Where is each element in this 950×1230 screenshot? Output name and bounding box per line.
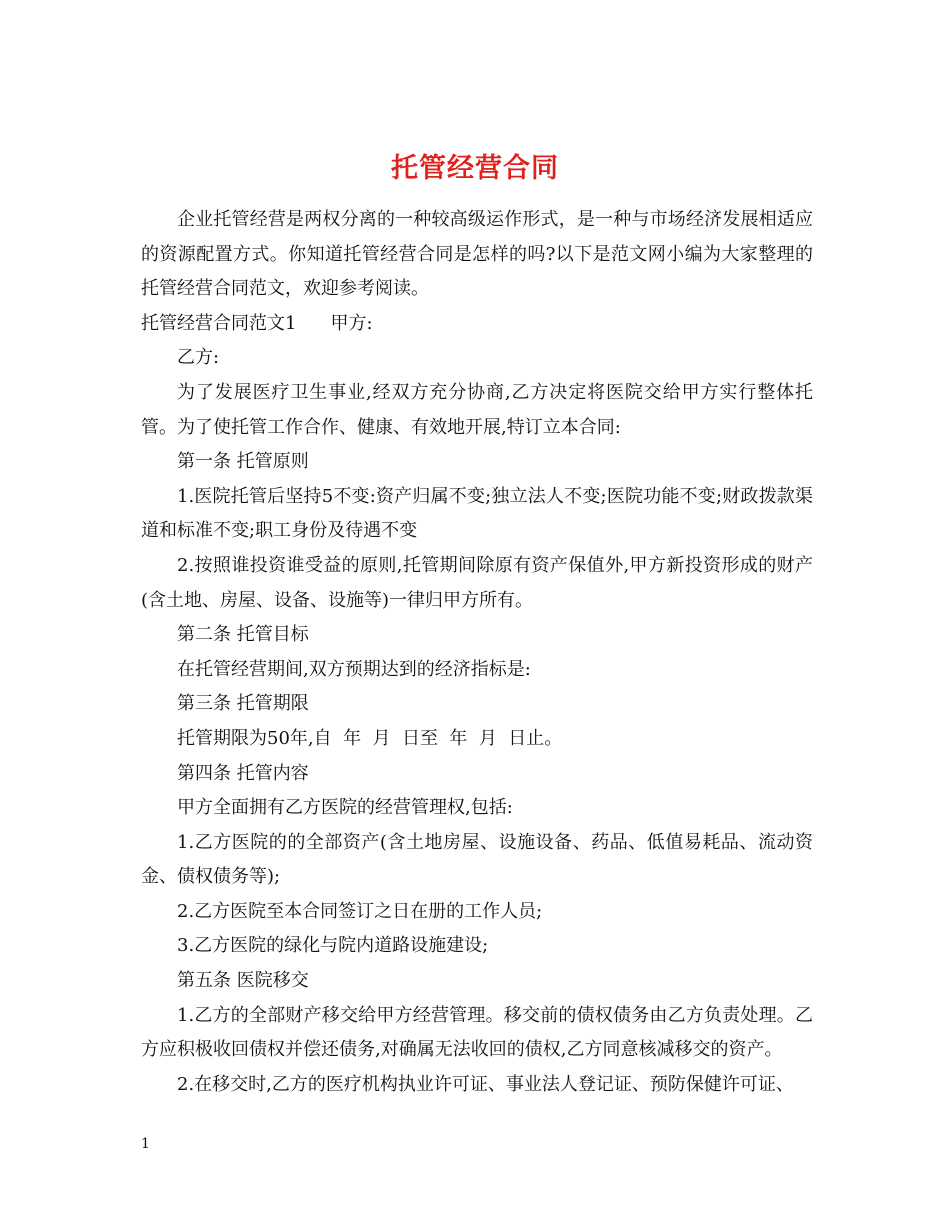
article-1-item-2: 2.按照谁投资谁受益的原则,托管期间除原有资产保值外,甲方新投资形成的财产(含土地、房屋、设备、设施等)一律归甲方所有。: [141, 554, 813, 611]
article-4-text: 甲方全面拥有乙方医院的经营管理权,包括:: [177, 797, 513, 819]
article-1-title: 第一条 托管原则: [177, 451, 309, 473]
article-5-item-1: 1.乙方的全部财产移交给甲方经营管理。移交前的债权债务由乙方负责处理。乙方应积极收回债权并偿还债务,对确属无法收回的债权,乙方同意核减移交的资产。: [141, 1004, 813, 1061]
article-1-item-1: 1.医院托管后坚持5不变:资产归属不变;独立法人不变;医院功能不变;财政拨款渠道和标准不变;职工身份及待遇不变: [141, 485, 813, 542]
intro-paragraph: 企业托管经营是两权分离的一种较高级运作形式，是一种与市场经济发展相适应的资源配置方式。你知道托管经营合同是怎样的吗?以下是范文网小编为大家整理的托管经营合同范文，欢迎参考阅读。: [141, 209, 813, 300]
document-body: [141, 203, 813, 1102]
document-title: 托管经营合同: [391, 153, 559, 185]
article-4-title: 第四条 托管内容: [177, 762, 309, 784]
article-2-text: 在托管经营期间,双方预期达到的经济指标是:: [177, 658, 531, 680]
article-5-item-2: 2.在移交时,乙方的医疗机构执业许可证、事业法人登记证、预防保健许可证、: [177, 1073, 794, 1095]
article-3-title: 第三条 托管期限: [177, 693, 309, 715]
article-4-item-2: 2.乙方医院至本合同签订之日在册的工作人员;: [177, 900, 543, 922]
sample-heading-line: [141, 307, 813, 342]
preamble-paragraph: 为了发展医疗卫生事业,经双方充分协商,乙方决定将医院交给甲方实行整体托管。为了使托管工作合作、健康、有效地开展,特订立本合同:: [141, 381, 813, 438]
page-number: 1: [141, 1136, 150, 1152]
article-3-text: 托管期限为50年,自 年 月 日至 年 月 日止。: [177, 727, 563, 749]
article-5-title: 第五条 医院移交: [177, 970, 309, 992]
article-4-item-1: 1.乙方医院的的全部资产(含土地房屋、设施设备、药品、低值易耗品、流动资金、债权债务等);: [141, 831, 813, 888]
sample-heading: 托管经营合同范文1: [141, 312, 297, 334]
article-2-title: 第二条 托管目标: [177, 624, 309, 646]
article-4-item-3: 3.乙方医院的绿化与院内道路设施建设;: [177, 935, 489, 957]
party-b-label: 乙方:: [177, 347, 220, 369]
party-a-label: 甲方:: [330, 312, 373, 334]
